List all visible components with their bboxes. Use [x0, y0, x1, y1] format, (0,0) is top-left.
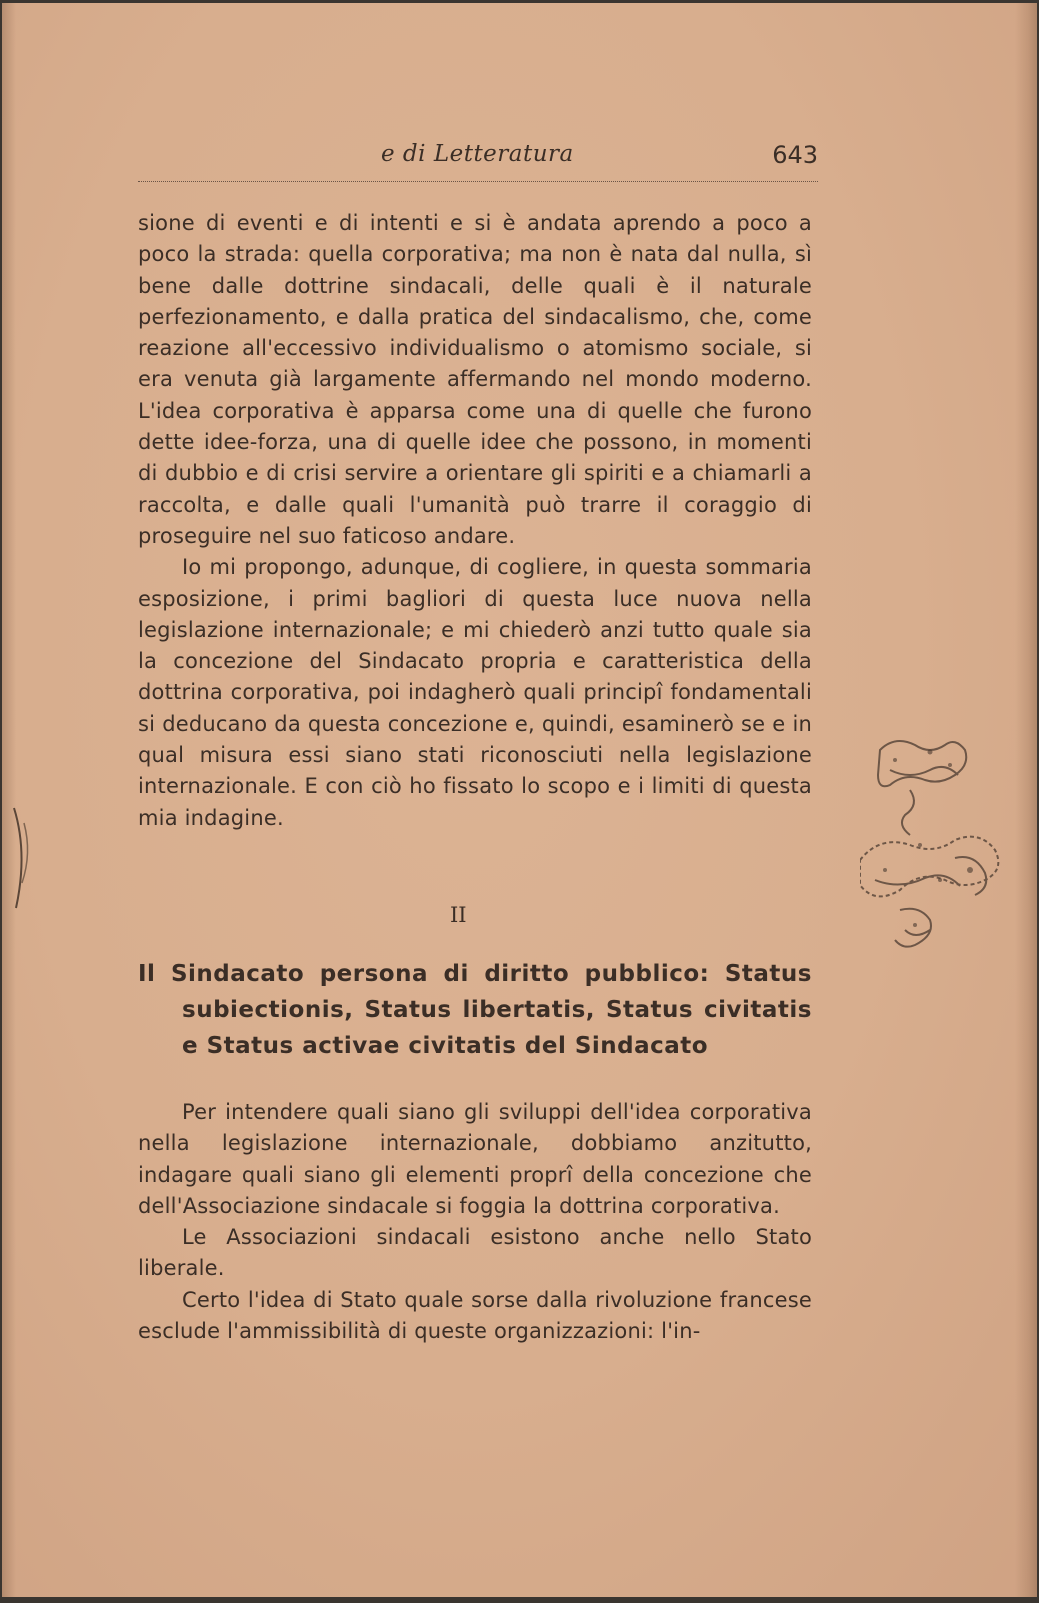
- section-heading: Il Sindacato persona di diritto pubblico: Status subiectionis, Status libertatis, Status civitatis e Status activae civitatis del Sindacato: [138, 961, 812, 1059]
- text-block-1: [138, 208, 812, 834]
- text-block-2: [138, 1097, 812, 1347]
- page-number: 643: [772, 141, 818, 169]
- page-right-edge-shadow: [1015, 3, 1037, 1597]
- page-left-edge-shadow: [2, 3, 16, 1597]
- margin-ink-mark: [8, 803, 34, 913]
- paragraph-2: Io mi propongo, adunque, di cogliere, in questa sommaria esposizione, i primi bagliori di questa luce nuova nella legislazione internazionale; e mi chiederò anzi tutto quale sia la concezione del Sindacato propria e caratteristica della dottrina corporativa, poi indagherò quali principî fondamentali si deducano da questa concezione e, quindi, esaminerò se e in qual misura essi siano stati riconosciuti nella legislazione internazionale. E con ciò ho fissato lo scopo e i limiti di questa mia indagine.: [138, 555, 812, 830]
- paragraph-3: Per intendere quali siano gli sviluppi dell'idea corporativa nella legislazione internazionale, dobbiamo anzitutto, indagare quali siano gli elementi proprî della concezione che dell'Associazione sindacale si foggia la dottrina corporativa.: [138, 1100, 812, 1218]
- section-number: II: [450, 903, 467, 927]
- book-page: [2, 3, 1037, 1597]
- paragraph-1: sione di eventi e di intenti e si è andata aprendo a poco a poco la strada: quella corporativa; ma non è nata dal nulla, sì bene dalle dottrine sindacali, delle quali è il naturale perfezionamento, e dalla pratica del sindacalismo, che, come reazione all'eccessivo individualismo o atomismo sociale, si era venuta già largamente affermando nel mondo moderno. L'idea corporativa è apparsa come una di quelle che furono dette idee-forza, una di quelle idee che possono, in momenti di dubbio e di crisi servire a orientare gli spiriti e a chiamarli a raccolta, e dalle quali l'umanità può trarre il coraggio di proseguire nel suo faticoso andare.: [138, 211, 812, 548]
- paragraph-5: Certo l'idea di Stato quale sorse dalla rivoluzione francese esclude l'ammissibilità di queste organizzazioni: l'in-: [138, 1287, 812, 1344]
- running-title: e di Letteratura: [381, 141, 574, 167]
- running-header: [138, 139, 818, 179]
- paragraph-4: Le Associazioni sindacali esistono anche nello Stato liberale.: [138, 1225, 812, 1281]
- header-rule: [138, 181, 818, 182]
- library-stamp: [860, 730, 1010, 965]
